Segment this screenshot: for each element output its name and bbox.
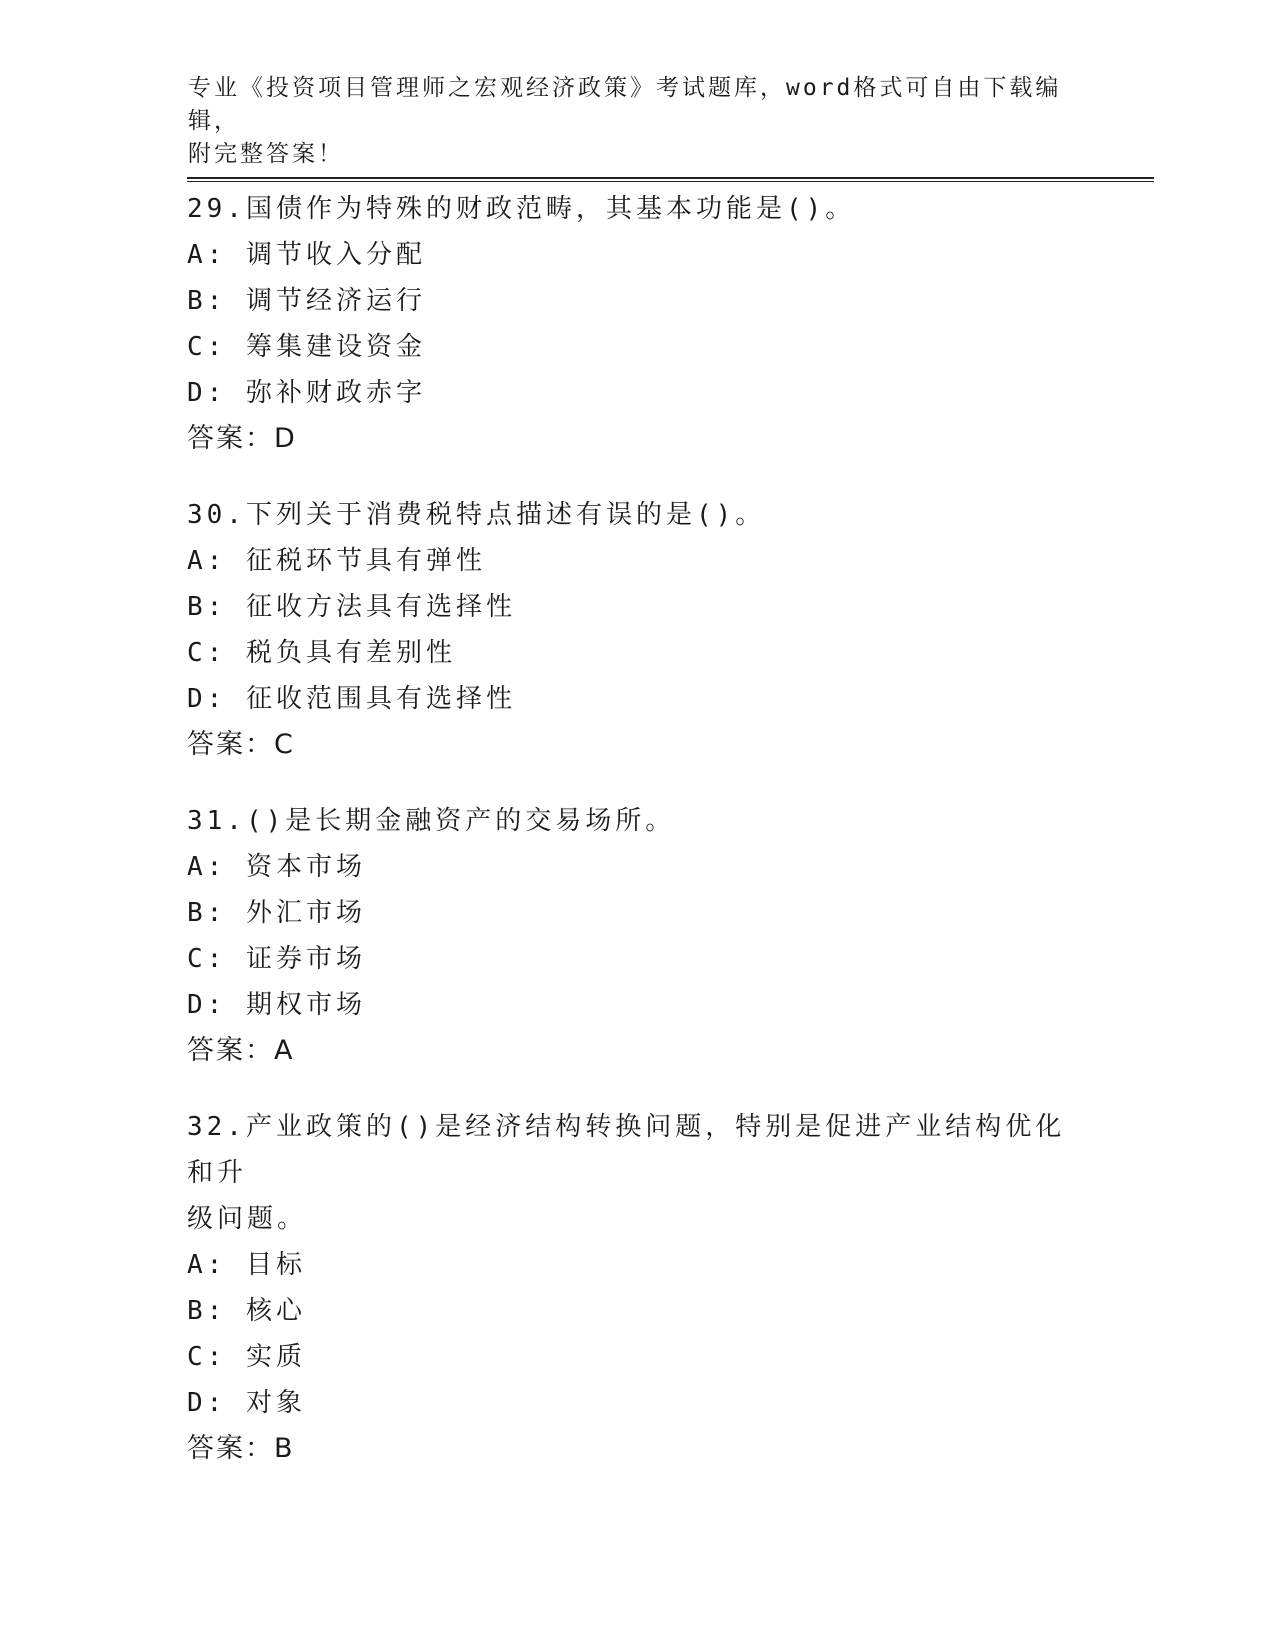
option-b: B: 外汇市场: [187, 898, 366, 928]
option-a: A: 征税环节具有弹性: [187, 546, 486, 576]
question-32: [187, 1104, 1087, 1472]
option-d: D: 弥补财政赤字: [187, 378, 426, 408]
option-a: A: 调节收入分配: [187, 240, 426, 270]
option-d: D: 对象: [187, 1388, 306, 1418]
header-divider: [187, 177, 1154, 182]
question-29: [187, 186, 1087, 462]
option-a: A: 资本市场: [187, 852, 366, 882]
answer-label: 答案：D: [187, 423, 297, 454]
question-31: [187, 798, 1087, 1074]
question-stem: 31.()是长期金融资产的交易场所。: [187, 806, 676, 836]
question-stem-line-2: 级问题。: [187, 1204, 308, 1234]
question-stem: 30.下列关于消费税特点描述有误的是()。: [187, 500, 766, 530]
option-d: D: 期权市场: [187, 990, 366, 1020]
answer-label: 答案：C: [187, 729, 295, 760]
question-stem-line-1: 32.产业政策的()是经济结构转换问题，特别是促进产业结构优化和升: [187, 1112, 1066, 1188]
option-d: D: 征收范围具有选择性: [187, 684, 516, 714]
option-b: B: 征收方法具有选择性: [187, 592, 516, 622]
option-c: C: 证券市场: [187, 944, 366, 974]
question-stem: 29.国债作为特殊的财政范畴，其基本功能是()。: [187, 194, 856, 224]
option-c: C: 筹集建设资金: [187, 332, 426, 362]
header-line-2: 附完整答案！: [188, 141, 344, 167]
option-c: C: 税负具有差别性: [187, 638, 456, 668]
option-a: A: 目标: [187, 1250, 306, 1280]
document-header: [188, 72, 1088, 171]
answer-label: 答案：B: [187, 1433, 295, 1464]
question-30: [187, 492, 1087, 768]
option-b: B: 调节经济运行: [187, 286, 426, 316]
answer-label: 答案：A: [187, 1035, 295, 1066]
option-b: B: 核心: [187, 1296, 306, 1326]
option-c: C: 实质: [187, 1342, 306, 1372]
header-line-1: 专业《投资项目管理师之宏观经济政策》考试题库，word格式可自由下载编辑，: [188, 75, 1062, 134]
